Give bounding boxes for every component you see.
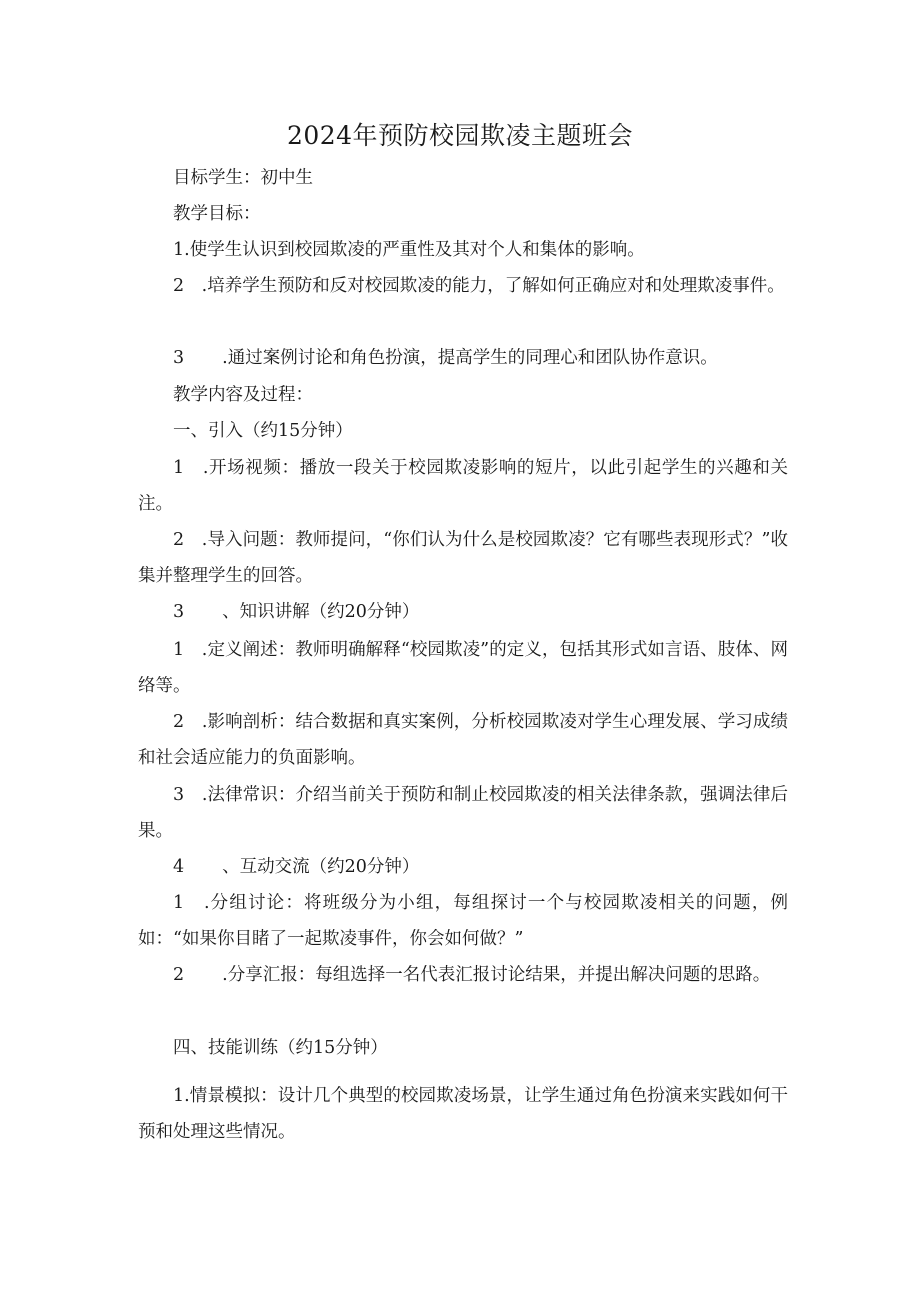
document-title: 2024年预防校园欺凌主题班会 bbox=[286, 121, 634, 150]
section-4-item-1: 1.情景模拟：设计几个典型的校园欺凌场景，让学生通过角色扮演来实践如何干预和处理这些情况。 bbox=[138, 1086, 788, 1142]
section-2-number: 3 bbox=[173, 602, 185, 622]
section-3-title: 、互动交流（约20分钟） bbox=[222, 857, 420, 877]
section-1-heading: 一、引入（约15分钟） bbox=[173, 421, 353, 441]
section-2-heading bbox=[173, 594, 419, 630]
section-3-item-2-text: .分享汇报：每组选择一名代表汇报讨论结果，并提出解决问题的思路。 bbox=[222, 965, 771, 985]
goal-item-3-text: .通过案例讨论和角色扮演，提高学生的同理心和团队协作意识。 bbox=[222, 348, 718, 368]
section-3-number: 4 bbox=[173, 857, 185, 877]
section-3-item-2 bbox=[138, 957, 788, 993]
target-students: 目标学生：初中生 bbox=[173, 168, 313, 188]
section-3-heading bbox=[173, 849, 419, 885]
section-3-item-2-number: 2 bbox=[173, 965, 185, 985]
goal-item-2: 2 .培养学生预防和反对校园欺凌的能力，了解如何正确应对和处理欺凌事件。 bbox=[173, 276, 785, 296]
section-2-item-3: 3 .法律常识：介绍当前关于预防和制止校园欺凌的相关法律条款，强调法律后果。 bbox=[138, 785, 788, 841]
goal-item-3 bbox=[173, 340, 718, 376]
section-1-item-1: 1 .开场视频：播放一段关于校园欺凌影响的短片，以此引起学生的兴趣和关注。 bbox=[138, 458, 788, 514]
section-4-heading: 四、技能训练（约15分钟） bbox=[173, 1038, 388, 1058]
section-1-item-2: 2 .导入问题：教师提问，“你们认为什么是校园欺凌？它有哪些表现形式？”收集并整理学生的回答。 bbox=[138, 530, 788, 586]
section-2-item-1: 1 .定义阐述：教师明确解释“校园欺凌”的定义，包括其形式如言语、肢体、网络等。 bbox=[138, 640, 788, 696]
section-2-title: 、知识讲解（约20分钟） bbox=[222, 602, 420, 622]
goals-heading: 教学目标： bbox=[173, 204, 261, 224]
goal-item-1: 1.使学生认识到校园欺凌的严重性及其对个人和集体的影响。 bbox=[173, 240, 645, 260]
section-2-item-2: 2 .影响剖析：结合数据和真实案例，分析校园欺凌对学生心理发展、学习成绩和社会适应能力的负面影响。 bbox=[138, 712, 788, 768]
section-3-item-1: 1 .分组讨论：将班级分为小组，每组探讨一个与校园欺凌相关的问题，例如：“如果你目睹了一起欺凌事件，你会如何做？” bbox=[138, 893, 788, 949]
goal-item-3-number: 3 bbox=[173, 348, 185, 368]
content-heading: 教学内容及过程： bbox=[173, 385, 313, 405]
